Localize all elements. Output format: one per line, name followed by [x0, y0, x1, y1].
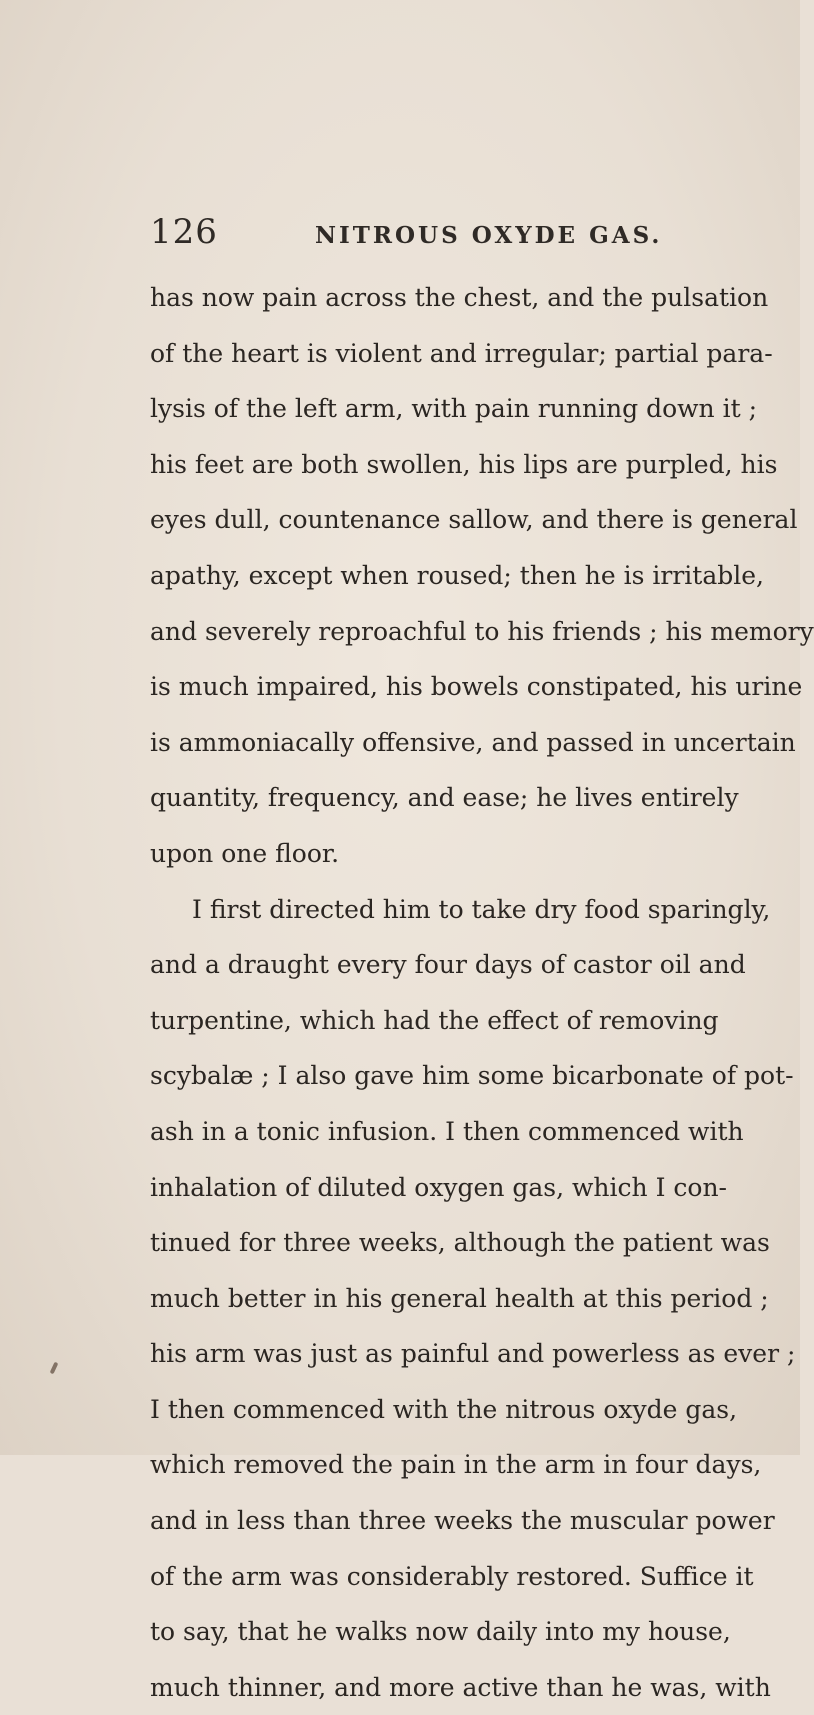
- body-text: [150, 270, 814, 1715]
- text-line: his feet are both swollen, his lips are purpled, his: [150, 449, 778, 479]
- text-line: his arm was just as painful and powerless as ever ;: [150, 1339, 796, 1369]
- text-line: and in less than three weeks the muscular power: [150, 1506, 775, 1536]
- text-line: is ammoniacally offensive, and passed in uncertain: [150, 727, 796, 757]
- text-line: lysis of the left arm, with pain running down it ;: [150, 394, 758, 424]
- text-line: much thinner, and more active than he was, with: [150, 1672, 771, 1702]
- text-line-paragraph-start: I first directed him to take dry food sparingly,: [192, 894, 771, 924]
- text-line: is much impaired, his bowels constipated, his urine: [150, 672, 803, 702]
- ink-blemish: [50, 1362, 59, 1375]
- text-line: has now pain across the chest, and the pulsation: [150, 283, 769, 312]
- running-head: NITROUS OXYDE GAS.: [315, 222, 663, 249]
- text-line: which removed the pain in the arm in four days,: [150, 1450, 762, 1480]
- text-line: and severely reproachful to his friends ; his memory: [150, 616, 814, 646]
- page-header: [150, 212, 710, 262]
- text-line: quantity, frequency, and ease; he lives entirely: [150, 783, 739, 813]
- text-line: eyes dull, countenance sallow, and there is general: [150, 505, 798, 535]
- page-number: 126: [150, 212, 218, 252]
- text-line: and a draught every four days of castor oil and: [150, 950, 746, 980]
- text-line: much better in his general health at this period ;: [150, 1283, 769, 1313]
- text-line: turpentine, which had the effect of removing: [150, 1005, 719, 1035]
- text-line: tinued for three weeks, although the patient was: [150, 1228, 770, 1258]
- text-line: ash in a tonic infusion. I then commenced with: [150, 1116, 744, 1146]
- text-line: I then commenced with the nitrous oxyde gas,: [150, 1394, 738, 1424]
- text-line: of the heart is violent and irregular; partial para-: [150, 338, 773, 368]
- text-line: of the arm was considerably restored. Suffice it: [150, 1561, 754, 1591]
- text-line-paragraph-end: upon one floor.: [150, 838, 340, 868]
- text-line: apathy, except when roused; then he is irritable,: [150, 560, 764, 590]
- text-line: scybalæ ; I also gave him some bicarbonate of pot-: [150, 1061, 794, 1091]
- text-line: inhalation of diluted oxygen gas, which I con-: [150, 1172, 728, 1202]
- text-line: to say, that he walks now daily into my house,: [150, 1617, 731, 1647]
